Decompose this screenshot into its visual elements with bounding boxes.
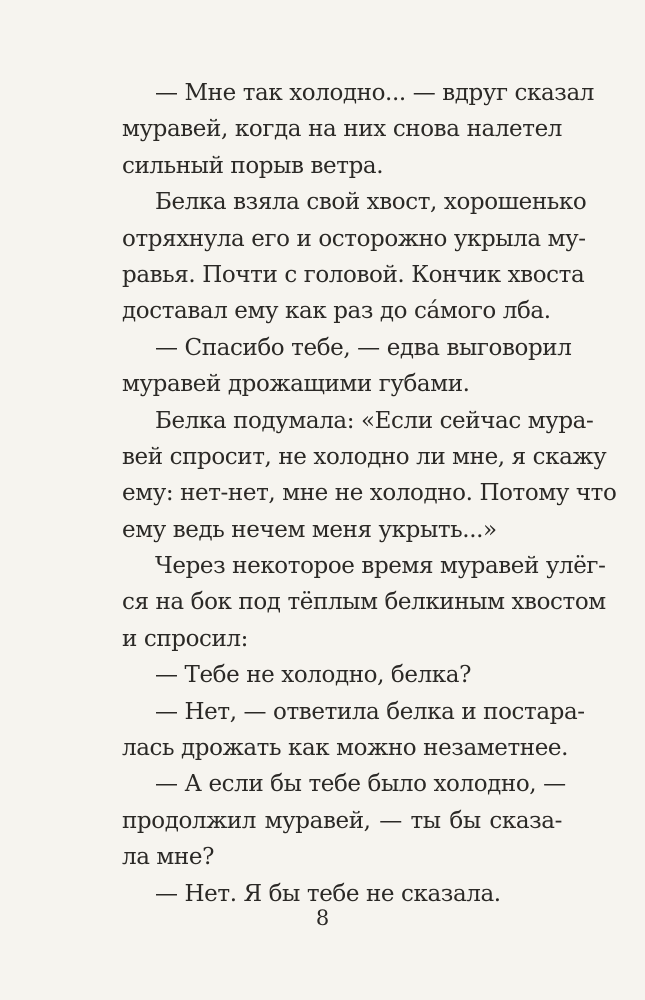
text-line: — А если бы тебе было холодно, —: [155, 771, 566, 798]
text-line: муравей, когда на них снова налетел: [122, 116, 562, 143]
paragraph: [122, 766, 566, 875]
text-line: сильный порыв ветра.: [122, 152, 384, 179]
body-text: [122, 75, 617, 912]
paragraph: [122, 694, 585, 767]
text-line: Через некоторое время муравей улёг-: [155, 553, 606, 580]
paragraph: [122, 184, 587, 330]
text-line: отряхнула его и осторожно укрыла му-: [122, 225, 586, 252]
text-line: — Мне так холодно... — вдруг сказал: [155, 80, 594, 106]
text-line: равья. Почти с головой. Кончик хвоста: [122, 261, 585, 288]
text-line: муравей дрожащими губами.: [122, 371, 470, 398]
text-line: продолжил муравей, — ты бы сказа-: [122, 807, 562, 834]
text-line: — Спасибо тебе, — едва выговорил: [155, 334, 572, 361]
text-line: доставал ему как раз до са́мого лба.: [122, 298, 551, 325]
page-number: 8: [315, 906, 330, 930]
paragraph: [122, 548, 606, 657]
text-line: ему ведь нечем меня укрыть...»: [122, 516, 497, 543]
text-line: и спросил:: [122, 625, 248, 652]
paragraph: [122, 330, 572, 403]
text-line: ла мне?: [122, 844, 214, 871]
text-line: ся на бок под тёплым белкиным хвостом: [122, 589, 606, 616]
text-line: Белка подумала: «Если сейчас мура-: [155, 407, 594, 434]
text-line: Белка взяла свой хвост, хорошенько: [155, 189, 587, 216]
text-line: вей спросит, не холодно ли мне, я скажу: [122, 443, 607, 470]
paragraph: [122, 75, 594, 184]
text-line: — Нет, — ответила белка и постара-: [155, 698, 585, 725]
paragraph: [122, 657, 562, 693]
text-line: ему: нет-нет, мне не холодно. Потому что: [122, 480, 617, 507]
text-line: — Тебе не холодно, белка?: [155, 662, 472, 689]
text-line: лась дрожать как можно незаметнее.: [122, 735, 569, 762]
paragraph: [122, 403, 617, 549]
text-line: — Нет. Я бы тебе не сказала.: [155, 880, 501, 907]
